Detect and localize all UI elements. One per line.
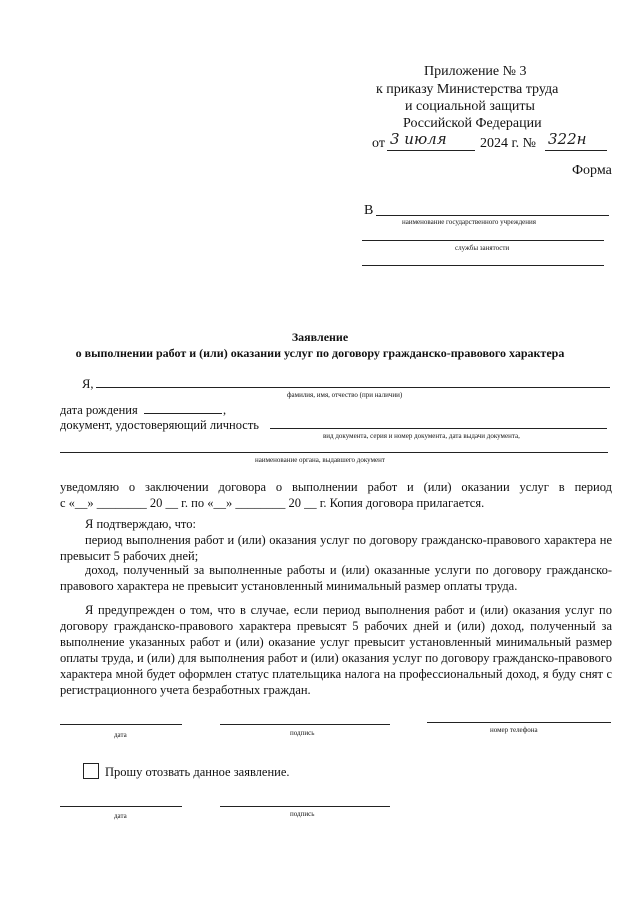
signature-caption: подпись bbox=[290, 729, 315, 737]
institution-line-3[interactable] bbox=[362, 265, 604, 266]
withdraw-label: Прошу отозвать данное заявление. bbox=[105, 765, 290, 779]
signature-field[interactable] bbox=[220, 724, 390, 725]
confirm-item-2: доход, полученный за выполненные работы и (или) оказанные услуги по договору гражданско-правового характера не превысит установленный минимальный размер оплаты труда. bbox=[60, 563, 612, 593]
document-title: Заявление bbox=[291, 330, 349, 344]
phone-caption: номер телефона bbox=[490, 726, 538, 734]
form-label: Форма bbox=[572, 163, 612, 178]
withdraw-date-caption: дата bbox=[114, 812, 127, 820]
confirm-item-1: период выполнения работ и (или) оказания услуг по договору гражданско-правового характера не превысит 5 рабочих дней; bbox=[60, 533, 612, 563]
confirm-heading: Я подтверждаю, что: bbox=[85, 517, 196, 531]
identity-document-label: документ, удостоверяющий личность bbox=[60, 418, 260, 432]
order-date-handwritten: 3 июля bbox=[390, 130, 447, 148]
phone-field[interactable] bbox=[427, 722, 611, 723]
order-line: к приказу Министерства труда bbox=[376, 82, 559, 97]
to-prefix: В bbox=[364, 203, 374, 218]
identity-document-caption: вид документа, серия и номер документа, дата выдачи документа, bbox=[323, 432, 520, 440]
identity-document-field[interactable] bbox=[270, 428, 607, 429]
notify-line-1: уведомляю о заключении договора о выполнении работ и (или) оказании услуг в период bbox=[60, 480, 612, 494]
federation-line: Российской Федерации bbox=[403, 116, 542, 131]
withdraw-signature-caption: подпись bbox=[290, 810, 315, 818]
signature-date-caption: дата bbox=[114, 731, 127, 739]
signature-date-field[interactable] bbox=[60, 724, 182, 725]
appendix-title: Приложение № 3 bbox=[424, 64, 527, 79]
date-prefix: от bbox=[372, 136, 385, 151]
birth-date-comma: , bbox=[223, 403, 227, 417]
birth-date-label: дата рождения bbox=[60, 403, 138, 417]
document-subtitle: о выполнении работ и (или) оказании услуг по договору гражданско-правового характера bbox=[75, 346, 565, 360]
order-number-handwritten: 322н bbox=[548, 130, 587, 148]
withdraw-checkbox[interactable] bbox=[83, 763, 99, 779]
warning-paragraph: Я предупрежден о том, что в случае, если период выполнения работ и (или) оказания услуг по договору гражданско-правового характера превысят 5 рабочих дней и (или) доход, полученный за выполнение указанных работ и (или) оказание услуг превысит установленный минимальный размер оплаты труда, и (или) для выполнения работ и (или) оказания услуг по договору гражданско-правового характера мной будет оформлен статус плательщика налога на профессиональный доход, я буду снят с регистрационного учета безработных граждан. bbox=[60, 603, 612, 697]
institution-line-2[interactable] bbox=[362, 240, 604, 241]
withdraw-signature-field[interactable] bbox=[220, 806, 390, 807]
institution-line-1[interactable] bbox=[376, 215, 609, 216]
issuing-authority-field[interactable] bbox=[60, 452, 608, 453]
withdraw-date-field[interactable] bbox=[60, 806, 182, 807]
notify-line-2: с «__» ________ 20 __ г. по «__» ________ 20 __ г. Копия договора прилагается. bbox=[60, 496, 485, 510]
full-name-caption: фамилия, имя, отчество (при наличии) bbox=[287, 391, 403, 399]
i-label: Я, bbox=[82, 377, 94, 391]
full-name-field[interactable] bbox=[96, 387, 610, 388]
birth-date-field[interactable] bbox=[144, 413, 222, 414]
date-year: 2024 г. № bbox=[480, 136, 537, 151]
ministry-line: и социальной защиты bbox=[405, 99, 535, 114]
number-underline bbox=[545, 150, 607, 151]
date-underline bbox=[387, 150, 475, 151]
issuing-authority-caption: наименование органа, выдавшего документ bbox=[255, 456, 385, 464]
employment-service-caption: службы занятости bbox=[455, 244, 510, 252]
institution-caption: наименование государственного учреждения bbox=[402, 218, 536, 226]
